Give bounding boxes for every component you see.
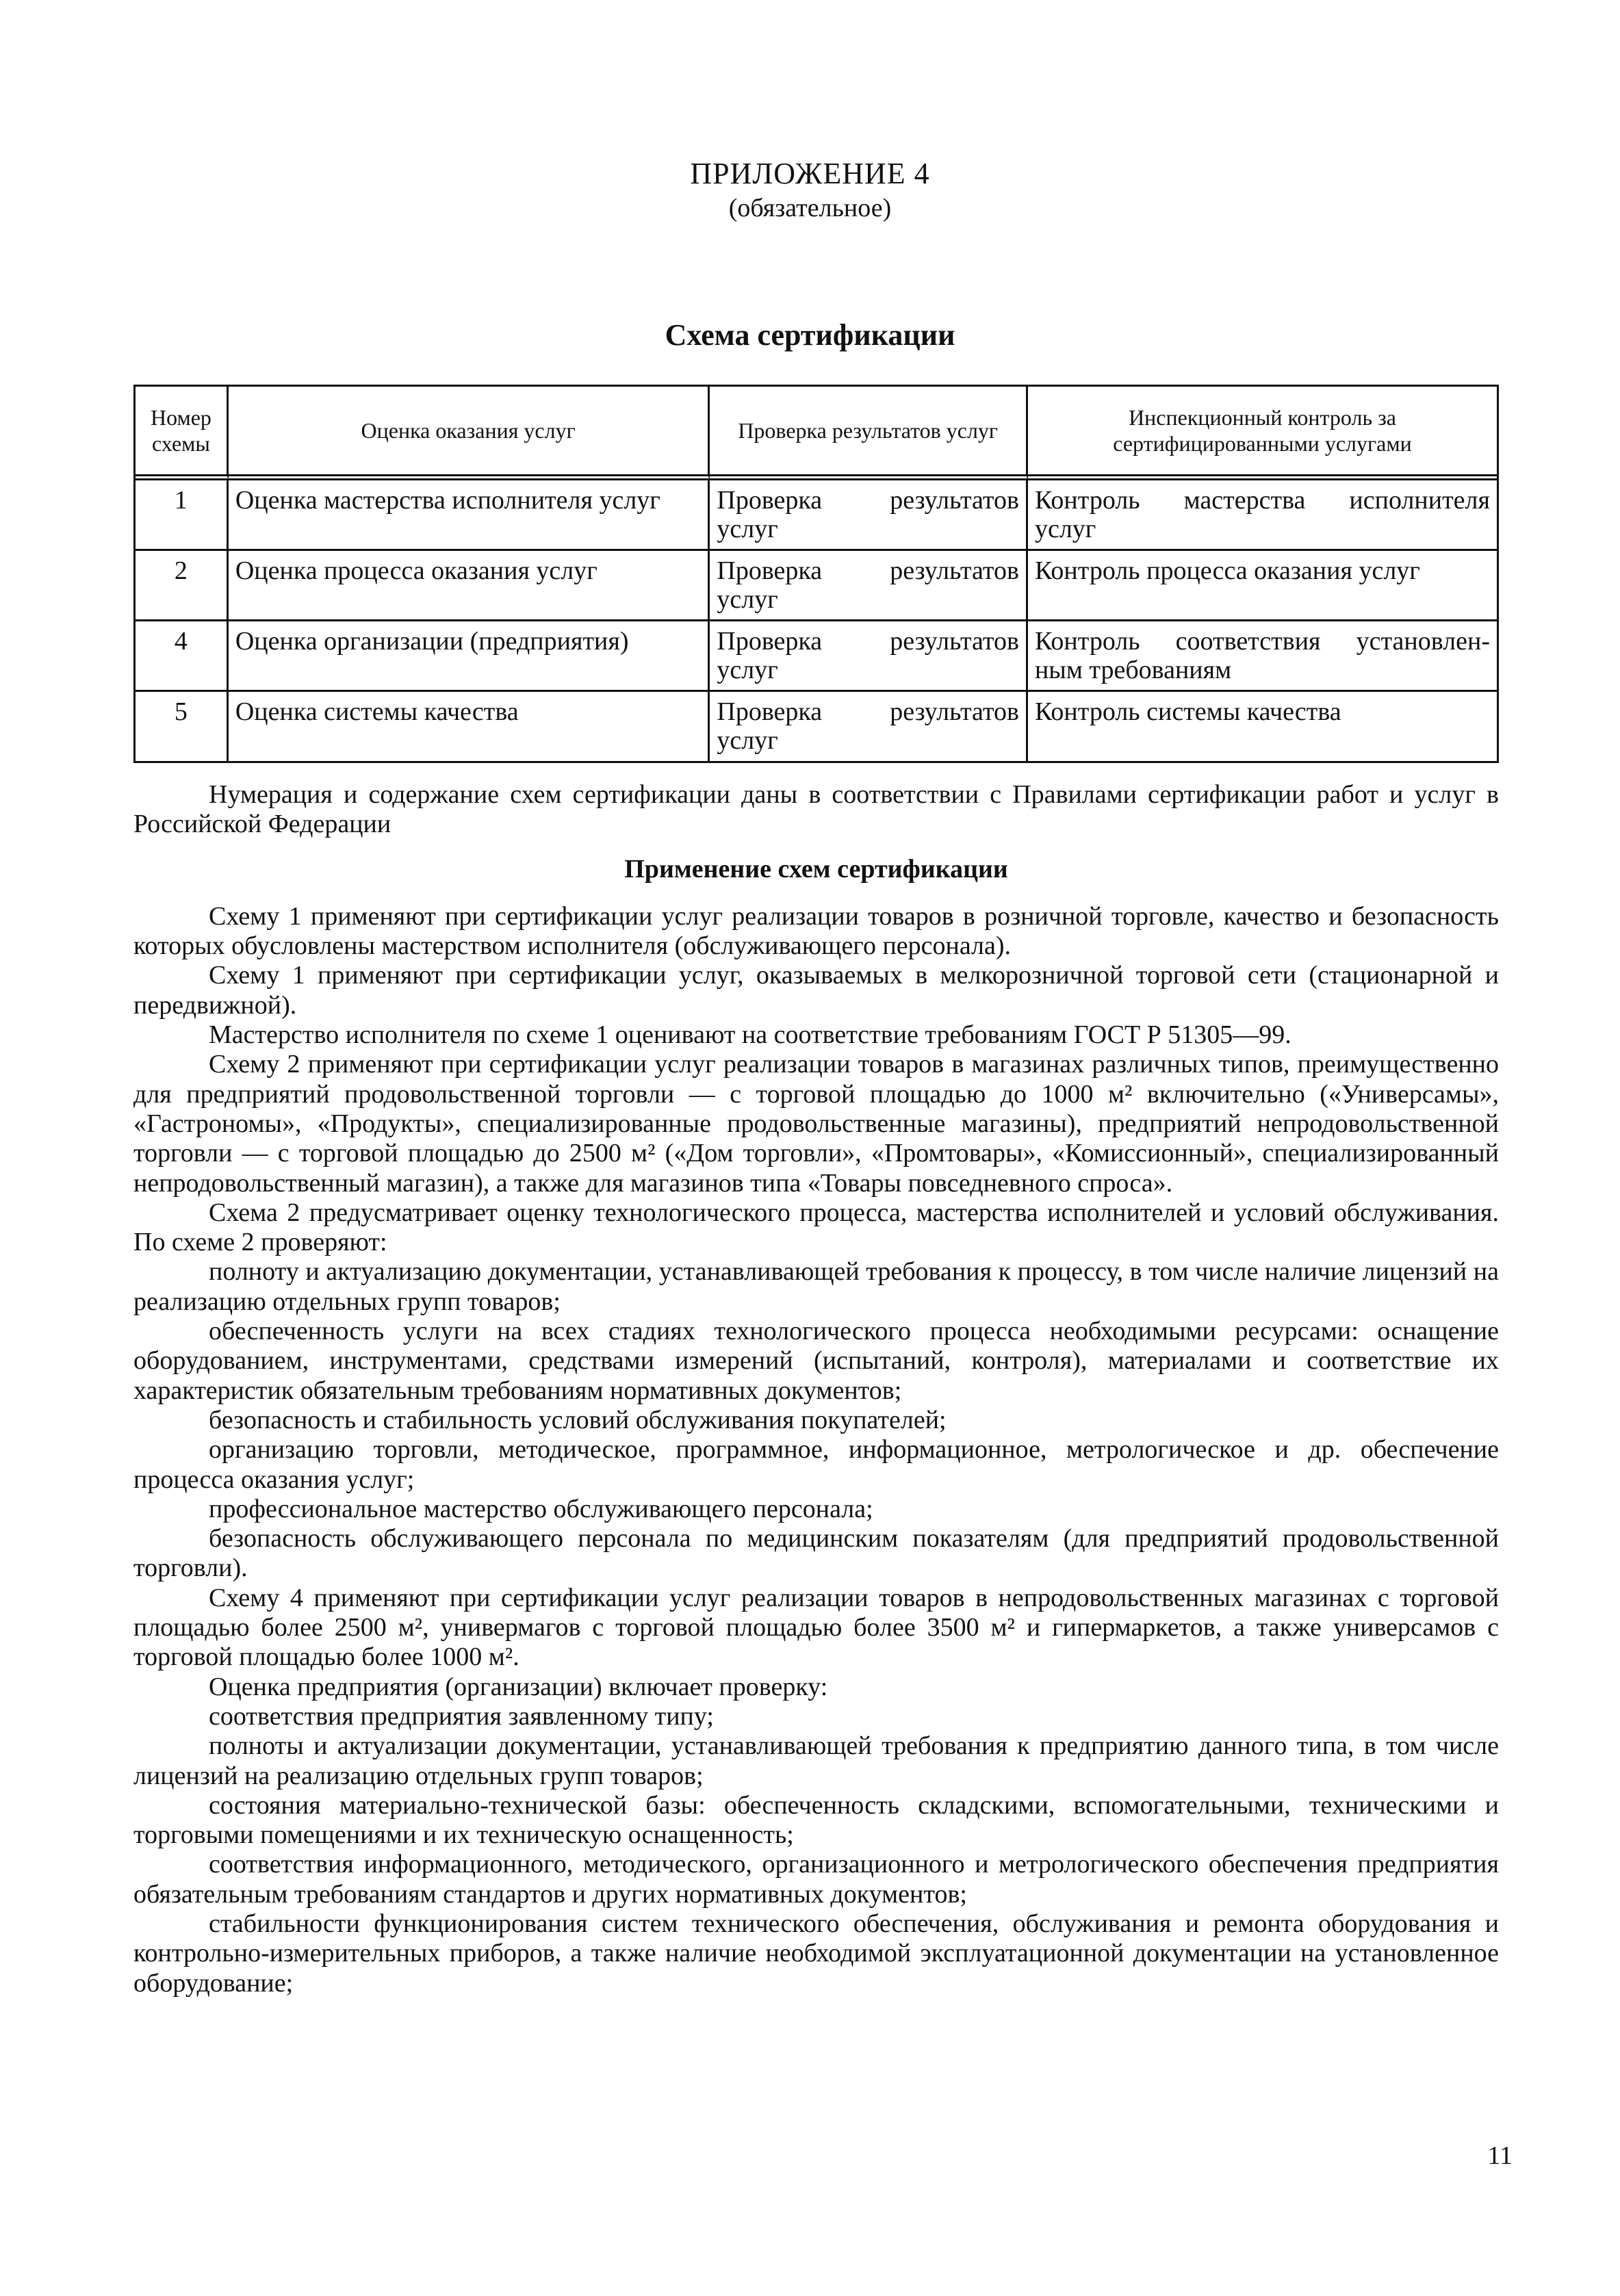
list-item: состояния материально-технической базы: обеспеченность складскими, вспомогательными, техническими и торговыми помещениями и их техническую оснащенность; [133, 1790, 1499, 1850]
scheme-title: Схема сертификации [665, 318, 955, 352]
verification-cell: Проверка результатов услуг [710, 551, 1028, 621]
list-item: соответствия информационного, методического, организационного и метрологического обеспечения предприятия обязательным требованиям стандартов и других нормативных документов; [133, 1850, 1499, 1909]
inspection-cell: Контроль процесса оказания услуг [1028, 551, 1497, 621]
list-item: профессиональное мастерство обслуживающего персонала; [209, 1494, 873, 1523]
inspection-cell: Контроль соответствия установлен- ным требованиям [1028, 621, 1497, 692]
table-row [136, 480, 1497, 551]
scheme-number-cell: 4 [136, 621, 229, 692]
inspection-cell: Контроль мастерства исполнителя услуг [1028, 480, 1497, 551]
list-item: обеспеченность услуги на всех стадиях технологического процесса необходимыми ресурсами: оснащение оборудованием, инструментами, средствами измерений (испытаний, контроля), материалами и соответствие их характеристик обязательным требованиям нормативных документов; [133, 1317, 1499, 1405]
page-number: 11 [1487, 2141, 1513, 2170]
body-text [133, 780, 1499, 1998]
inspection-cell: Контроль системы качества [1034, 697, 1341, 726]
scheme-number-cell: 1 [136, 480, 229, 551]
list-item: полноты и актуализации документации, устанавливающей требования к предприятию данного типа, в том числе лицензий на реализацию отдельных групп товаров; [133, 1731, 1499, 1790]
header-assessment: Оценка оказания услуг [229, 387, 710, 480]
assessment-cell: Оценка системы качества [229, 692, 710, 761]
verification-cell: Проверка результатов услуг [710, 480, 1028, 551]
paragraph: Схема 2 предусматривает оценку технологического процесса, мастерства исполнителей и условий обслуживания. По схеме 2 проверяют: [133, 1198, 1499, 1257]
scheme-number-cell: 2 [136, 551, 229, 621]
paragraph: Схему 1 применяют при сертификации услуг реализации товаров в розничной торговле, качество и безопасность которых обусловлены мастерством исполнителя (обслуживающего персонала). [133, 901, 1499, 961]
paragraph: Оценка предприятия (организации) включает проверку: [209, 1672, 828, 1701]
list-item: стабильности функционирования систем технического обеспечения, обслуживания и ремонта оборудования и контрольно-измерительных приборов, а также наличие необходимой эксплуатационной документации на установленное оборудование; [133, 1909, 1499, 1998]
paragraph: Схему 1 применяют при сертификации услуг, оказываемых в мелкорозничной торговой сети (стационарной и передвижной). [133, 961, 1499, 1020]
paragraph: Мастерство исполнителя по схеме 1 оценивают на соответствие требованиям ГОСТ Р 51305—99. [209, 1020, 1291, 1050]
verification-cell: Проверка результатов услуг [710, 692, 1028, 761]
header-scheme-number: Номер схемы [136, 387, 229, 480]
table-header-row [136, 387, 1497, 480]
table-note: Нумерация и содержание схем сертификации даны в соответствии с Правилами сертификации работ и услуг в Российской Федерации [133, 780, 1499, 839]
table-row [136, 621, 1497, 692]
certification-schemes-table [133, 385, 1499, 763]
list-item: организацию торговли, методическое, программное, информационное, метрологическое и др. обеспечение процесса оказания услуг; [133, 1435, 1499, 1494]
list-item: безопасность обслуживающего персонала по медицинским показателям (для предприятий продовольственной торговли). [133, 1524, 1499, 1583]
assessment-cell: Оценка процесса оказания услуг [229, 551, 710, 621]
appendix-subtitle: (обязательное) [728, 194, 892, 222]
assessment-cell: Оценка организации (предприятия) [229, 621, 710, 692]
paragraph: Схему 2 применяют при сертификации услуг реализации товаров в магазинах различных типов, преимущественно для предприятий продовольственной торговли — с торговой площадью до 1000 м² включительно («Универсамы», «Гастрономы», «Продукты», специализированные продовольственные магазины), предприятий непродовольственной торговли — с торговой площадью до 2500 м² («Дом торговли», «Промтовары», «Комиссионный», специализированный непродовольственный магазин), а также для магазинов типа «Товары повседневного спроса». [133, 1050, 1499, 1198]
table-row [136, 551, 1497, 621]
list-item: безопасность и стабильность условий обслуживания покупателей; [209, 1405, 947, 1434]
assessment-cell: Оценка мастерства исполнителя услуг [229, 480, 710, 551]
list-item: полноту и актуализацию документации, устанавливающей требования к процессу, в том числе наличие лицензий на реализацию отдельных групп товаров; [133, 1257, 1499, 1316]
appendix-title: ПРИЛОЖЕНИЕ 4 [690, 157, 930, 190]
verification-cell: Проверка результатов услуг [710, 621, 1028, 692]
scheme-number-cell: 5 [136, 692, 229, 761]
list-item: соответствия предприятия заявленному типу; [209, 1701, 714, 1731]
section-heading: Применение схем сертификации [624, 854, 1008, 883]
paragraph: Схему 4 применяют при сертификации услуг реализации товаров в непродовольственных магазинах с торговой площадью более 2500 м², универмагов с торговой площадью более 3500 м² и гипермаркетов, а также универсамов с торговой площадью более 1000 м². [133, 1583, 1499, 1672]
header-verification: Проверка результатов услуг [710, 387, 1028, 480]
header-inspection: Инспекционный контроль за сертифицированными услугами [1028, 387, 1497, 480]
table-row [136, 692, 1497, 761]
